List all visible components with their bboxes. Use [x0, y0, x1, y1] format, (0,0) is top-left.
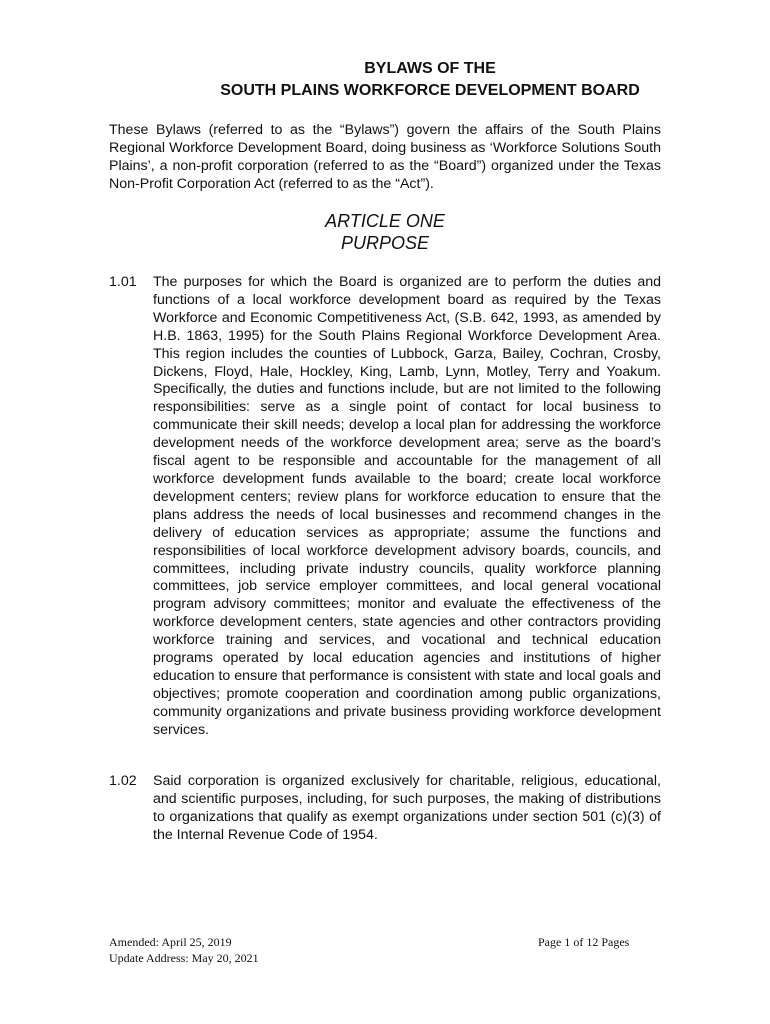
- section-text: Said corporation is organized exclusively for charitable, religious, educational, and scientific purposes, including, for such purposes, the making of distributions to organizations that qualify as exempt organizations under section 501 (c)(3) of the Internal Revenue Code of 1954.: [153, 773, 661, 843]
- footer-dates: [109, 934, 259, 966]
- footer-page-number: Page 1 of 12 Pages: [538, 935, 630, 949]
- section-number: 1.01: [109, 274, 137, 290]
- footer-amended-date: Amended: April 25, 2019: [109, 935, 232, 949]
- document-title-line-1: BYLAWS OF THE: [364, 60, 496, 77]
- document-title-line-2: SOUTH PLAINS WORKFORCE DEVELOPMENT BOARD: [220, 82, 640, 99]
- intro-paragraph: These Bylaws (referred to as the “Bylaws”) govern the affairs of the South Plains Regional Workforce Development Board, doing business as ‘Workforce Solutions South Plains’, a non-profit corporation (referred to as the “Board”) organized under the Texas Non-Profit Corporation Act (referred to as the “Act”).: [109, 122, 661, 192]
- footer-update-date: Update Address: May 20, 2021: [109, 951, 259, 965]
- section-number: 1.02: [109, 773, 137, 789]
- article-number-heading: ARTICLE ONE: [325, 211, 445, 231]
- section-text: The purposes for which the Board is organized are to perform the duties and functions of a local workforce development board as required by the Texas Workforce and Economic Competitiveness Act, (S.B. 642, 1993, as amended by H.B. 1863, 1995) for the South Plains Regional Workforce Development Area. This region includes the counties of Lubbock, Garza, Bailey, Cochran, Crosby, Dickens, Floyd, Hale, Hockley, King, Lamb, Lynn, Motley, Terry and Yoakum. Specifically, the duties and functions include, but are not limited to the following responsibilities: serve as a single point of contact for local business to communicate their skill needs; develop a local plan for addressing the workforce development needs of the workforce development area; serve as the board’s fiscal agent to be responsible and accountable for the management of all workforce development funds available to the board; create local workforce development centers; review plans for workforce education to ensure that the plans address the needs of local businesses and recommend changes in the delivery of education services as appropriate; assume the functions and responsibilities of local workforce development advisory boards, councils, and committees, including private industry councils, quality workforce planning committees, job service employer committees, and local general vocational program advisory committees; monitor and evaluate the effectiveness of the workforce development centers, state agencies and other contractors providing workforce training and services, and vocational and technical education programs operated by local education agencies and institutions of higher education to ensure that performance is consistent with state and local goals and objectives; promote cooperation and coordination among public organizations, community organizations and private business providing workforce development services.: [153, 274, 661, 738]
- article-name-heading: PURPOSE: [340, 233, 430, 253]
